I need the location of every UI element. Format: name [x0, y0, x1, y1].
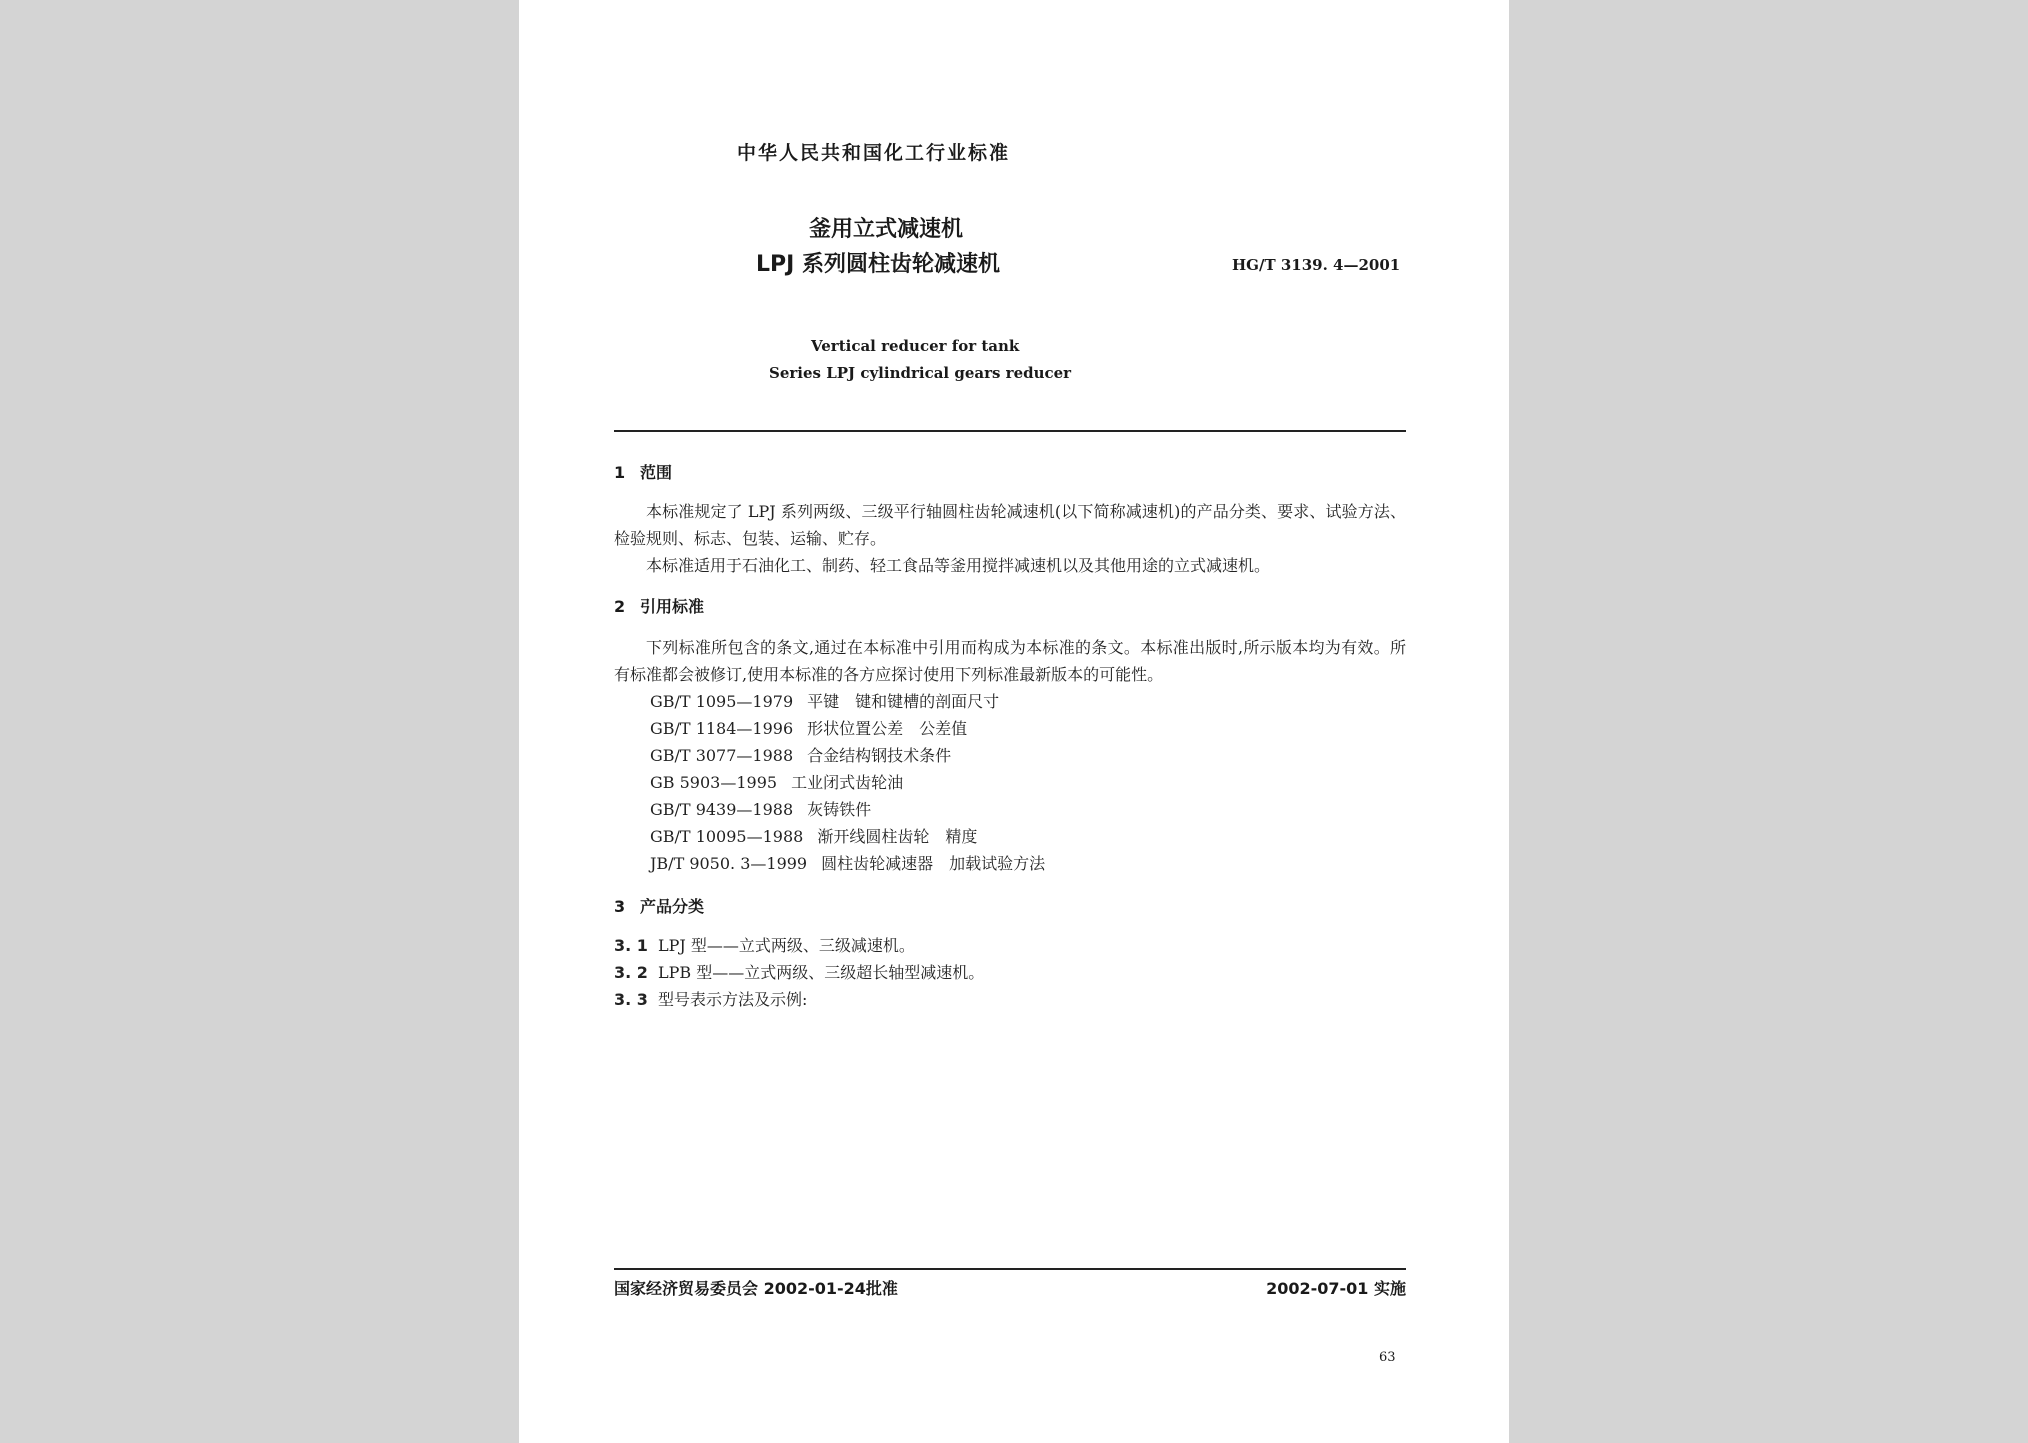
subsection-text: 型号表示方法及示例: [658, 990, 808, 1009]
header-rule [614, 430, 1406, 432]
reference-title: 合金结构钢技术条件 [807, 746, 952, 765]
subsection-text: LPB 型——立式两级、三级超长轴型减速机。 [658, 963, 985, 982]
reference-code: GB/T 1184—1996 [650, 719, 794, 738]
issuer-heading: 中华人民共和国化工行业标准 [737, 142, 1011, 164]
english-title-line-1: Vertical reducer for tank [811, 337, 1020, 355]
reference-item [650, 823, 977, 850]
approval-note: 国家经济贸易委员会 2002-01-24批准 [614, 1279, 898, 1298]
subsection-number: 3. 1 [614, 936, 648, 955]
effective-date: 2002-07-01 实施 [1266, 1279, 1406, 1298]
reference-code: GB/T 1095—1979 [650, 692, 794, 711]
section-number: 2 [614, 597, 626, 616]
footer-rule [614, 1268, 1406, 1270]
reference-code: GB 5903—1995 [650, 773, 778, 792]
reference-code: GB/T 10095—1988 [650, 827, 804, 846]
reference-title: 工业闭式齿轮油 [791, 773, 904, 792]
section-1-paragraph-2: 本标准适用于石油化工、制药、轻工食品等釜用搅拌减速机以及其他用途的立式减速机。 [646, 556, 1271, 575]
reference-code: JB/T 9050. 3—1999 [650, 854, 808, 873]
page-number: 63 [1379, 1350, 1396, 1365]
standard-number: HG/T 3139. 4—2001 [1232, 256, 1401, 274]
title-line-2: LPJ 系列圆柱齿轮减速机 [756, 252, 1000, 277]
reference-item [650, 796, 871, 823]
reference-title: 圆柱齿轮减速器 加载试验方法 [821, 854, 1046, 873]
section-1-heading [614, 460, 672, 483]
subsection-number: 3. 3 [614, 990, 648, 1009]
reference-item [650, 742, 951, 769]
reference-item [650, 850, 1045, 877]
reference-title: 渐开线圆柱齿轮 精度 [817, 827, 978, 846]
subsection-number: 3. 2 [614, 963, 648, 982]
reference-code: GB/T 3077—1988 [650, 746, 794, 765]
subsection-item [614, 932, 915, 959]
subsection-item [614, 959, 984, 986]
reference-item [650, 688, 999, 715]
section-2-paragraph-1: 下列标准所包含的条文,通过在本标准中引用而构成为本标准的条文。本标准出版时,所示版本均为有效。所有标准都会被修订,使用本标准的各方应探讨使用下列标准最新版本的可能性。 [614, 638, 1406, 684]
reference-title: 灰铸铁件 [807, 800, 872, 819]
section-title: 引用标准 [640, 597, 705, 616]
title-line-1: 釜用立式减速机 [809, 217, 964, 242]
document-page [519, 0, 1509, 1443]
section-1-paragraph-1: 本标准规定了 LPJ 系列两级、三级平行轴圆柱齿轮减速机(以下简称减速机)的产品分类、要求、试验方法、检验规则、标志、包装、运输、贮存。 [614, 502, 1406, 548]
reference-title: 形状位置公差 公差值 [807, 719, 968, 738]
section-title: 产品分类 [640, 897, 705, 916]
reference-title: 平键 键和键槽的剖面尺寸 [807, 692, 1000, 711]
reference-item [650, 715, 967, 742]
section-number: 3 [614, 897, 626, 916]
section-number: 1 [614, 463, 626, 482]
english-title-line-2: Series LPJ cylindrical gears reducer [769, 364, 1072, 382]
section-3-heading [614, 894, 704, 917]
subsection-item [614, 986, 807, 1013]
reference-item [650, 769, 903, 796]
subsection-text: LPJ 型——立式两级、三级减速机。 [658, 936, 915, 955]
reference-code: GB/T 9439—1988 [650, 800, 794, 819]
section-2-heading [614, 594, 704, 617]
section-title: 范围 [640, 463, 673, 482]
